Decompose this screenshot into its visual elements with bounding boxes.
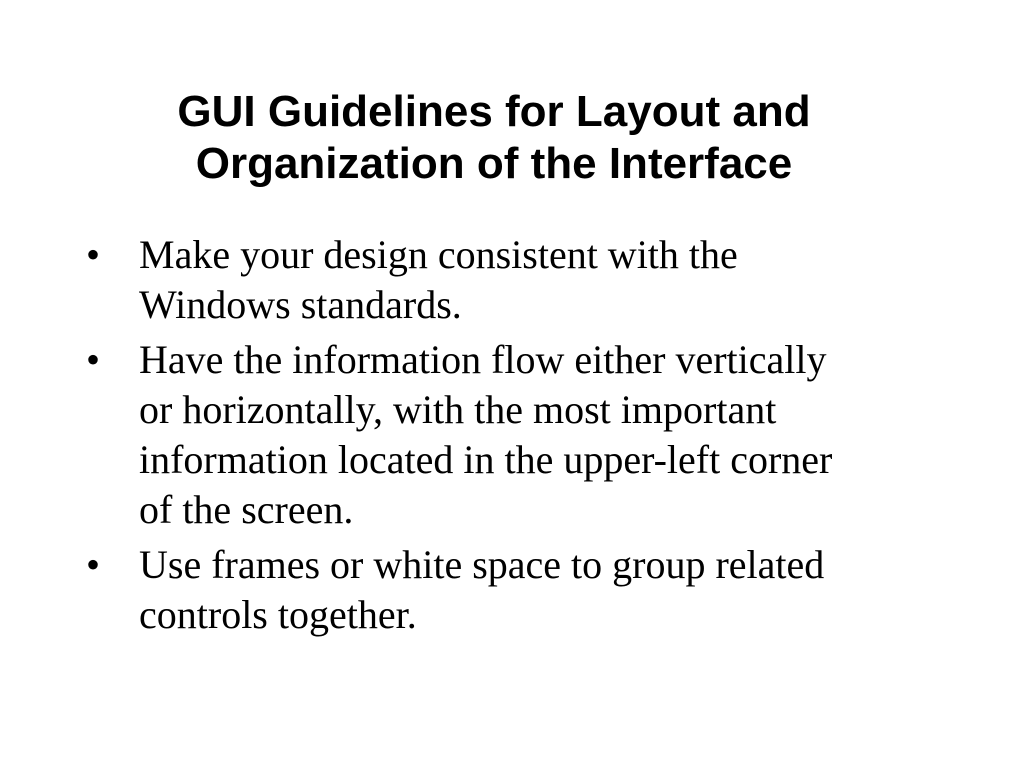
bullet-line: Use frames or white space to group related bbox=[139, 542, 825, 587]
bullet-list bbox=[86, 230, 956, 645]
bullet-line: Make your design consistent with the bbox=[139, 232, 738, 277]
bullet-line: controls together. bbox=[139, 592, 417, 637]
bullet-item bbox=[86, 230, 956, 330]
bullet-marker: • bbox=[86, 337, 101, 382]
bullet-item bbox=[86, 540, 956, 640]
bullet-line: information located in the upper-left corner bbox=[139, 437, 833, 482]
bullet-item bbox=[86, 335, 956, 535]
bullet-text bbox=[139, 540, 956, 640]
bullet-text bbox=[139, 335, 956, 535]
bullet-marker: • bbox=[86, 232, 101, 277]
bullet-marker: • bbox=[86, 542, 101, 587]
bullet-line: or horizontally, with the most important bbox=[139, 387, 777, 432]
bullet-line: Windows standards. bbox=[139, 282, 462, 327]
slide-title bbox=[60, 86, 928, 190]
bullet-line: Have the information flow either vertically bbox=[139, 337, 827, 382]
bullet-text bbox=[139, 230, 956, 330]
slide-title-line: Organization of the Interface bbox=[195, 139, 793, 188]
slide-title-line: GUI Guidelines for Layout and bbox=[177, 87, 811, 136]
bullet-line: of the screen. bbox=[139, 487, 354, 532]
